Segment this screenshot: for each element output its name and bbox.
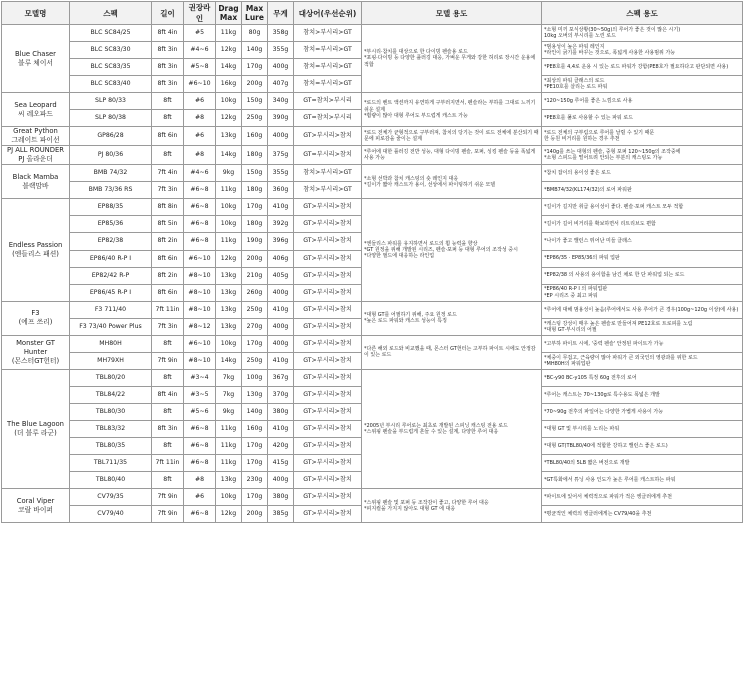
cell-len: 8ft (152, 93, 184, 110)
table-row (2, 25, 743, 42)
cell-len: 8ft 5in (152, 216, 184, 233)
cell-drag: 9kg (216, 403, 242, 420)
cell-lure: 270g (242, 318, 268, 335)
cell-target: 참치=부시리>GT (294, 76, 362, 93)
cell-drag: 13kg (216, 127, 242, 146)
cell-target: GT>부시리>참치 (294, 472, 362, 489)
model-usage-note: *로드의 벤트 액션까지 유연하게 구부러지면서, 펜슬라는 부하를 그대로 느끼기 쉬운 설계 *휨량이 많아 대형 루어도 부드럽게 캐스트 가능 (362, 93, 542, 127)
table-row (2, 199, 743, 216)
cell-lure: 200g (242, 250, 268, 267)
cell-lure: 230g (242, 472, 268, 489)
cell-line: #6 (184, 489, 216, 506)
cell-line: #6~10 (184, 76, 216, 93)
cell-target: GT>부시리>참치 (294, 284, 362, 301)
cell-wt: 415g (268, 455, 294, 472)
table-row (2, 369, 743, 386)
cell-spec: SLP 80/33 (70, 93, 152, 110)
cell-wt: 340g (268, 93, 294, 110)
spec-usage-note: *대형 GT 및 부시리를 노리는 파워 (542, 420, 743, 437)
cell-target: GT>부시리>참치 (294, 455, 362, 472)
cell-line: #6~8 (184, 199, 216, 216)
cell-len: 7ft 11in (152, 455, 184, 472)
series-name: The Blue Lagoon (더 블루 라군) (2, 369, 70, 488)
cell-target: GT>부시리>참치 (294, 489, 362, 506)
cell-spec: MH80H (70, 335, 152, 352)
cell-spec: EP82/42 R-P (70, 267, 152, 284)
cell-spec: BLC SC83/30 (70, 42, 152, 59)
series-name: PJ ALL ROUNDER PJ 올라운더 (2, 146, 70, 165)
cell-line: #6~8 (184, 455, 216, 472)
model-usage-note: *엔들리스 파워를 유지하면서 로드의 휨 능력을 향상 *GT 원정을 위해 개발된 시리즈, 펜슬·포퍼 등 대형 루어의 조작성 중시 *다양한 필드에 대응하는 라인업 (362, 199, 542, 301)
cell-spec: SLP 80/38 (70, 110, 152, 127)
cell-spec: TBL711/35 (70, 455, 152, 472)
series-name: Great Python 그레이트 파이선 (2, 127, 70, 146)
column-header: 대상어(우선순위) (294, 2, 362, 25)
column-header: Drag Max (216, 2, 242, 25)
cell-drag: 7kg (216, 386, 242, 403)
cell-spec: CV79/35 (70, 489, 152, 506)
cell-drag: 13kg (216, 301, 242, 318)
cell-wt: 410g (268, 352, 294, 369)
cell-drag: 10kg (216, 216, 242, 233)
cell-wt: 385g (268, 506, 294, 523)
column-header: 스펙 (70, 2, 152, 25)
cell-wt: 392g (268, 216, 294, 233)
series-name: Sea Leopard 씨 레오파드 (2, 93, 70, 127)
cell-wt: 358g (268, 25, 294, 42)
table-row (2, 489, 743, 506)
column-header: 무게 (268, 2, 294, 25)
spec-usage-note: *70~90g 전후의 파일어는 다양한 가볍게 사용이 가능 (542, 403, 743, 420)
cell-drag: 10kg (216, 93, 242, 110)
cell-lure: 170g (242, 199, 268, 216)
cell-wt: 360g (268, 182, 294, 199)
cell-line: #8~10 (184, 267, 216, 284)
cell-line: #5 (184, 25, 216, 42)
cell-lure: 180g (242, 216, 268, 233)
cell-target: 참치=부시리>GT (294, 59, 362, 76)
column-header: 길이 (152, 2, 184, 25)
model-usage-note: *대형 GT를 어필하기 위해, 주요 원정 로드 *높은 로드 파워와 캐스트 성능이 특징 (362, 301, 542, 335)
spec-usage-note: *EP82/38 의 사용의 용이함을 남긴 채로 한 단 파워업 되는 로드 (542, 267, 743, 284)
cell-target: GT>부시리>참치 (294, 199, 362, 216)
cell-len: 8ft 3in (152, 76, 184, 93)
column-header: 모델명 (2, 2, 70, 25)
cell-line: #3~5 (184, 386, 216, 403)
cell-line: #4~6 (184, 42, 216, 59)
model-usage-note: *소형 선박과 참치 캐스팅의 숏 레인지 대응 *길이가 짧아 캐스트가 용이, 선상에서 파이팅하기 쉬운 모델 (362, 165, 542, 199)
cell-target: 참치>부시리>GT (294, 182, 362, 199)
cell-target: GT>부시리>참치 (294, 506, 362, 523)
cell-target: GT>부시리>참치 (294, 335, 362, 352)
cell-wt: 406g (268, 250, 294, 267)
cell-spec: EP86/45 R-P I (70, 284, 152, 301)
spec-usage-note: *140g를 쓰는 대형의 펜슬, 중형 포퍼 120~150g의 조작중에 *소형 스피드를 떨어트려 안되는 부분의 캐스팅도 가능 (542, 146, 743, 165)
cell-line: #8 (184, 472, 216, 489)
cell-lure: 190g (242, 233, 268, 250)
cell-drag: 11kg (216, 420, 242, 437)
column-header: Max Lure (242, 2, 268, 25)
cell-lure: 100g (242, 369, 268, 386)
cell-lure: 150g (242, 165, 268, 182)
cell-drag: 12kg (216, 250, 242, 267)
cell-target: GT=참치>부시리 (294, 93, 362, 110)
cell-line: #6 (184, 93, 216, 110)
cell-spec: MH79XH (70, 352, 152, 369)
header-row (2, 2, 743, 25)
spec-usage-note: *120~150g 루어를 좋은 느낌으로 사용 (542, 93, 743, 110)
cell-len: 7ft 3in (152, 318, 184, 335)
spec-usage-note: *최상의 파워 클래스의 로드 *PE10호를 살리는 로드 파워 (542, 76, 743, 93)
cell-lure: 250g (242, 301, 268, 318)
cell-line: #8~12 (184, 318, 216, 335)
cell-lure: 140g (242, 403, 268, 420)
cell-target: GT>부시리>참치 (294, 216, 362, 233)
cell-line: #3~4 (184, 369, 216, 386)
model-usage-note: *부시리·참치를 대상으로 한 다이빙 펜슬용 로드 *포핑·다이빙 등 다양한 플러깅 대응, 가벼운 무게와 강한 허리로 장시간 운용에 적합 (362, 25, 542, 93)
cell-line: #6~10 (184, 250, 216, 267)
cell-wt: 355g (268, 42, 294, 59)
cell-target: GT>부시리>참치 (294, 267, 362, 284)
cell-line: #6~8 (184, 420, 216, 437)
cell-spec: EP82/38 (70, 233, 152, 250)
spec-usage-note: *소형 미끼 포식상황(30~50g)의 루어가 좋은 것이 많은 시기) 10kg 오버의 부시리를 노린 로드 (542, 25, 743, 42)
cell-target: GT>부시리>참치 (294, 301, 362, 318)
cell-len: 8ft 8in (152, 199, 184, 216)
cell-lure: 140g (242, 42, 268, 59)
spec-usage-note: *PE8호를 풀로 사용할 수 있는 파워 로드 (542, 110, 743, 127)
cell-lure: 200g (242, 506, 268, 523)
cell-spec: BLC SC83/40 (70, 76, 152, 93)
spec-usage-note: *체중이 무겁고, 근육량이 많아 파워가 큰 외국인의 영광과를 위한 로드 *MH80H의 파워업판 (542, 352, 743, 369)
cell-line: #6~8 (184, 506, 216, 523)
cell-drag: 9kg (216, 165, 242, 182)
cell-lure: 130g (242, 386, 268, 403)
series-name: F3 (에프 쓰리) (2, 301, 70, 335)
cell-len: 8ft (152, 110, 184, 127)
cell-spec: TBL80/20 (70, 369, 152, 386)
cell-line: #6~8 (184, 233, 216, 250)
cell-len: 8ft 6in (152, 284, 184, 301)
cell-wt: 410g (268, 301, 294, 318)
spec-usage-note: *EP86/40 R-P I 의 파워업판 *EP 시리즈 중 최고 파워 (542, 284, 743, 301)
table-row (2, 146, 743, 165)
cell-lure: 260g (242, 284, 268, 301)
cell-drag: 7kg (216, 369, 242, 386)
table-row (2, 165, 743, 182)
column-header: 모델 용도 (362, 2, 542, 25)
cell-len: 7ft 11in (152, 301, 184, 318)
rod-spec-table (1, 1, 743, 523)
spec-usage-note: *루어에 대해 범용성이 높음(루어에서도 사용 루어가 큰 경우(100g~120g 이상)에 사용) (542, 301, 743, 318)
cell-line: #8~10 (184, 284, 216, 301)
cell-spec: BMB 73/36 RS (70, 182, 152, 199)
cell-len: 8ft 3in (152, 42, 184, 59)
cell-lure: 150g (242, 93, 268, 110)
spec-usage-note: *루어는 캐스트는 70~130g로 특수용도 폭넓은 개발 (542, 386, 743, 403)
spec-usage-note: *TBL80/40의 5LB 짧은 버전으로 개발 (542, 455, 743, 472)
series-name: Blue Chaser 블루 체이서 (2, 25, 70, 93)
table-row (2, 301, 743, 318)
cell-line: #6~8 (184, 438, 216, 455)
series-name: Monster GT Hunter (몬스터GT헌터) (2, 335, 70, 369)
cell-spec: EP88/35 (70, 199, 152, 216)
cell-len: 7ft 9in (152, 352, 184, 369)
cell-len: 7ft 4in (152, 165, 184, 182)
cell-len: 7ft 9in (152, 489, 184, 506)
cell-line: #6~8 (184, 216, 216, 233)
cell-target: GT>부시리>참치 (294, 438, 362, 455)
cell-wt: 380g (268, 403, 294, 420)
cell-lure: 170g (242, 455, 268, 472)
cell-drag: 13kg (216, 284, 242, 301)
cell-len: 8ft 6in (152, 127, 184, 146)
model-usage-note: *로드 전체가 균형적으로 구부러져, 참치의 당기는 것이 로드 전체에 분산되기 때문에 피로감을 줄이는 설계 (362, 127, 542, 146)
cell-len: 8ft 6in (152, 250, 184, 267)
cell-wt: 400g (268, 472, 294, 489)
cell-drag: 13kg (216, 267, 242, 284)
cell-spec: PJ 80/36 (70, 146, 152, 165)
cell-wt: 380g (268, 489, 294, 506)
cell-wt: 420g (268, 438, 294, 455)
spec-usage-note: *길이가 길어 비거리를 확보하면서 리트리브도 편함 (542, 216, 743, 233)
cell-line: #8~10 (184, 301, 216, 318)
cell-drag: 11kg (216, 438, 242, 455)
table-body (2, 25, 743, 523)
cell-len: 8ft 3in (152, 420, 184, 437)
cell-drag: 12kg (216, 110, 242, 127)
cell-lure: 160g (242, 127, 268, 146)
model-usage-note: *스위핑 펜슬 및 포퍼 등 조작감이 좋고, 다양한 루어 대응 *피지컬을 가지지 않아도 대형 GT 에 대응 (362, 489, 542, 523)
cell-target: GT=부시리>참치 (294, 146, 362, 165)
cell-spec: EP86/40 R-P I (70, 250, 152, 267)
cell-wt: 405g (268, 267, 294, 284)
cell-line: #6~10 (184, 335, 216, 352)
cell-line: #8~10 (184, 352, 216, 369)
cell-wt: 375g (268, 146, 294, 165)
spec-usage-note: *BMB74/32(KL174/32)의 로어 파워판 (542, 182, 743, 199)
cell-len: 8ft (152, 369, 184, 386)
cell-wt: 355g (268, 165, 294, 182)
spec-usage-note: *대형 GT(TBL80/40에 적합한 강하고 밸런스 좋은 로드) (542, 438, 743, 455)
cell-spec: EP85/36 (70, 216, 152, 233)
cell-len: 8ft (152, 403, 184, 420)
cell-drag: 13kg (216, 472, 242, 489)
cell-lure: 250g (242, 110, 268, 127)
spec-usage-note: *범용성이 높은 파워 레인지 *라인이 굵기를 바꾸는 것으로, 폭넓게 사용한 사용범위 가능 (542, 42, 743, 59)
cell-wt: 396g (268, 233, 294, 250)
cell-drag: 14kg (216, 352, 242, 369)
cell-len: 8ft (152, 438, 184, 455)
cell-len: 8ft 3in (152, 59, 184, 76)
cell-len: 7ft 9in (152, 506, 184, 523)
cell-lure: 170g (242, 438, 268, 455)
cell-target: GT>부시리>참치 (294, 233, 362, 250)
spec-usage-note: *캐스팅 강성이 매우 높은 펜슬로 만들어져 PE12호로 트로피를 노림 *대형 GT·부시리의 어필 (542, 318, 743, 335)
cell-drag: 11kg (216, 182, 242, 199)
cell-spec: TBL84/22 (70, 386, 152, 403)
cell-lure: 160g (242, 420, 268, 437)
cell-wt: 400g (268, 318, 294, 335)
cell-target: GT>부시리>참치 (294, 369, 362, 386)
cell-drag: 16kg (216, 76, 242, 93)
spec-usage-note: *GT특화에서 튜닝 사용 인도가 높은 루어를 캐스트하는 파워 (542, 472, 743, 489)
series-name: Coral Viper 코랄 바이퍼 (2, 489, 70, 523)
spec-usage-note: *파이트에 있어서 체력적으로 파워가 적은 엥글러에게 추천 (542, 489, 743, 506)
cell-target: GT>부시리>참치 (294, 403, 362, 420)
column-header: 권장라인 (184, 2, 216, 25)
cell-line: #5~8 (184, 59, 216, 76)
spec-usage-note: *BC-y90 BC-y105 특정 60g 전후의 로어 (542, 369, 743, 386)
cell-lure: 210g (242, 267, 268, 284)
cell-lure: 180g (242, 146, 268, 165)
cell-drag: 11kg (216, 455, 242, 472)
cell-target: GT>부시리>참치 (294, 420, 362, 437)
cell-wt: 400g (268, 59, 294, 76)
cell-spec: F3 73/40 Power Plus (70, 318, 152, 335)
cell-drag: 11kg (216, 233, 242, 250)
cell-wt: 390g (268, 110, 294, 127)
model-usage-note: *루어에 대한 플러깅 전반 성능, 대형 다이빙 펜슬, 포퍼, 싱킹 펜슬 등을 폭넓게 사용 가능 (362, 146, 542, 165)
spec-usage-note: *고부하 파이트 시에, '중력 펜슬' 안정된 파이트가 가능 (542, 335, 743, 352)
cell-spec: TBL80/30 (70, 403, 152, 420)
cell-wt: 410g (268, 199, 294, 216)
cell-target: GT>부시리>참치 (294, 386, 362, 403)
cell-spec: BLC SC83/35 (70, 59, 152, 76)
cell-drag: 13kg (216, 318, 242, 335)
cell-target: 참치>부시리>GT (294, 165, 362, 182)
cell-target: GT=참치>부시리 (294, 110, 362, 127)
model-usage-note: *2005년 부시리 루어로는 최초로 개발된 스피닝 캐스팅 전용 로드 *스위핑 펜슬을 부드럽게 흔들 수 있는 설계, 다양한 루어 대응 (362, 369, 542, 488)
cell-line: #4~6 (184, 165, 216, 182)
cell-drag: 10kg (216, 335, 242, 352)
table-row (2, 335, 743, 352)
cell-line: #8 (184, 110, 216, 127)
cell-len: 8ft (152, 472, 184, 489)
table-row (2, 93, 743, 110)
cell-spec: TBL80/35 (70, 438, 152, 455)
cell-drag: 12kg (216, 42, 242, 59)
model-usage-note: *다른 해외 로드와 비교했을 때, 몬스터 GT헌터는 고부하 파이트 시에도 안정감이 있는 로드 (362, 335, 542, 369)
series-name: Black Mamba 블랙맘바 (2, 165, 70, 199)
cell-spec: BMB 74/32 (70, 165, 152, 182)
spec-usage-note: *EP86/35 · EP85/36의 파워 업판 (542, 250, 743, 267)
spec-usage-note: *길이가 길지만 취급 용이성이 좋다. 펜슬·포퍼 캐스트 모두 적합 (542, 199, 743, 216)
cell-target: GT>부시리>참치 (294, 250, 362, 267)
cell-line: #6 (184, 127, 216, 146)
cell-target: 참치=부시리>GT (294, 42, 362, 59)
spec-usage-note: *PE8호를 4,4로 운용 시 있는 로드 파워가 강함(PE8호가 필요하다고 판단되면 사용) (542, 59, 743, 76)
cell-lure: 170g (242, 489, 268, 506)
cell-wt: 410g (268, 420, 294, 437)
cell-lure: 170g (242, 59, 268, 76)
cell-lure: 80g (242, 25, 268, 42)
cell-len: 7ft 3in (152, 182, 184, 199)
cell-drag: 12kg (216, 506, 242, 523)
series-name: Endless Passion (엔들리스 패션) (2, 199, 70, 301)
cell-lure: 200g (242, 76, 268, 93)
table-row (2, 127, 743, 146)
cell-spec: F3 711/40 (70, 301, 152, 318)
cell-drag: 14kg (216, 146, 242, 165)
cell-line: #6~8 (184, 182, 216, 199)
cell-spec: GP86/28 (70, 127, 152, 146)
cell-spec: TBL80/40 (70, 472, 152, 489)
cell-wt: 400g (268, 284, 294, 301)
cell-lure: 180g (242, 182, 268, 199)
cell-drag: 10kg (216, 199, 242, 216)
cell-wt: 367g (268, 369, 294, 386)
cell-len: 8ft (152, 335, 184, 352)
spec-usage-note: *나이가 좋고 밸런스 뛰어난 미들 클래스 (542, 233, 743, 250)
column-header: 스펙 용도 (542, 2, 743, 25)
cell-wt: 400g (268, 127, 294, 146)
cell-len: 8ft 4in (152, 25, 184, 42)
cell-wt: 407g (268, 76, 294, 93)
cell-wt: 400g (268, 335, 294, 352)
cell-line: #8 (184, 146, 216, 165)
cell-lure: 250g (242, 352, 268, 369)
cell-len: 8ft 2in (152, 233, 184, 250)
cell-lure: 170g (242, 335, 268, 352)
spec-usage-note: *참치 잡이의 용이성 좋은 로드 (542, 165, 743, 182)
cell-target: GT>부시리>참치 (294, 352, 362, 369)
cell-drag: 11kg (216, 25, 242, 42)
cell-wt: 370g (268, 386, 294, 403)
cell-len: 8ft 4in (152, 386, 184, 403)
spec-usage-note: *로드 전체의 구부림으로 루어를 날릴 수 있기 때문 한 등원 비거리를 원하는 경우 추천 (542, 127, 743, 146)
cell-drag: 10kg (216, 489, 242, 506)
cell-target: GT>부시리>참치 (294, 127, 362, 146)
cell-spec: CV79/40 (70, 506, 152, 523)
cell-len: 8ft (152, 146, 184, 165)
cell-target: GT>부시리>참치 (294, 318, 362, 335)
cell-line: #5~6 (184, 403, 216, 420)
cell-spec: BLC SC84/25 (70, 25, 152, 42)
spec-usage-note: *평균적인 체력의 엥글러에게는 CV79/40을 추천 (542, 506, 743, 523)
cell-spec: TBL83/32 (70, 420, 152, 437)
cell-target: 참치>부시리>GT (294, 25, 362, 42)
cell-drag: 14kg (216, 59, 242, 76)
cell-len: 8ft 2in (152, 267, 184, 284)
